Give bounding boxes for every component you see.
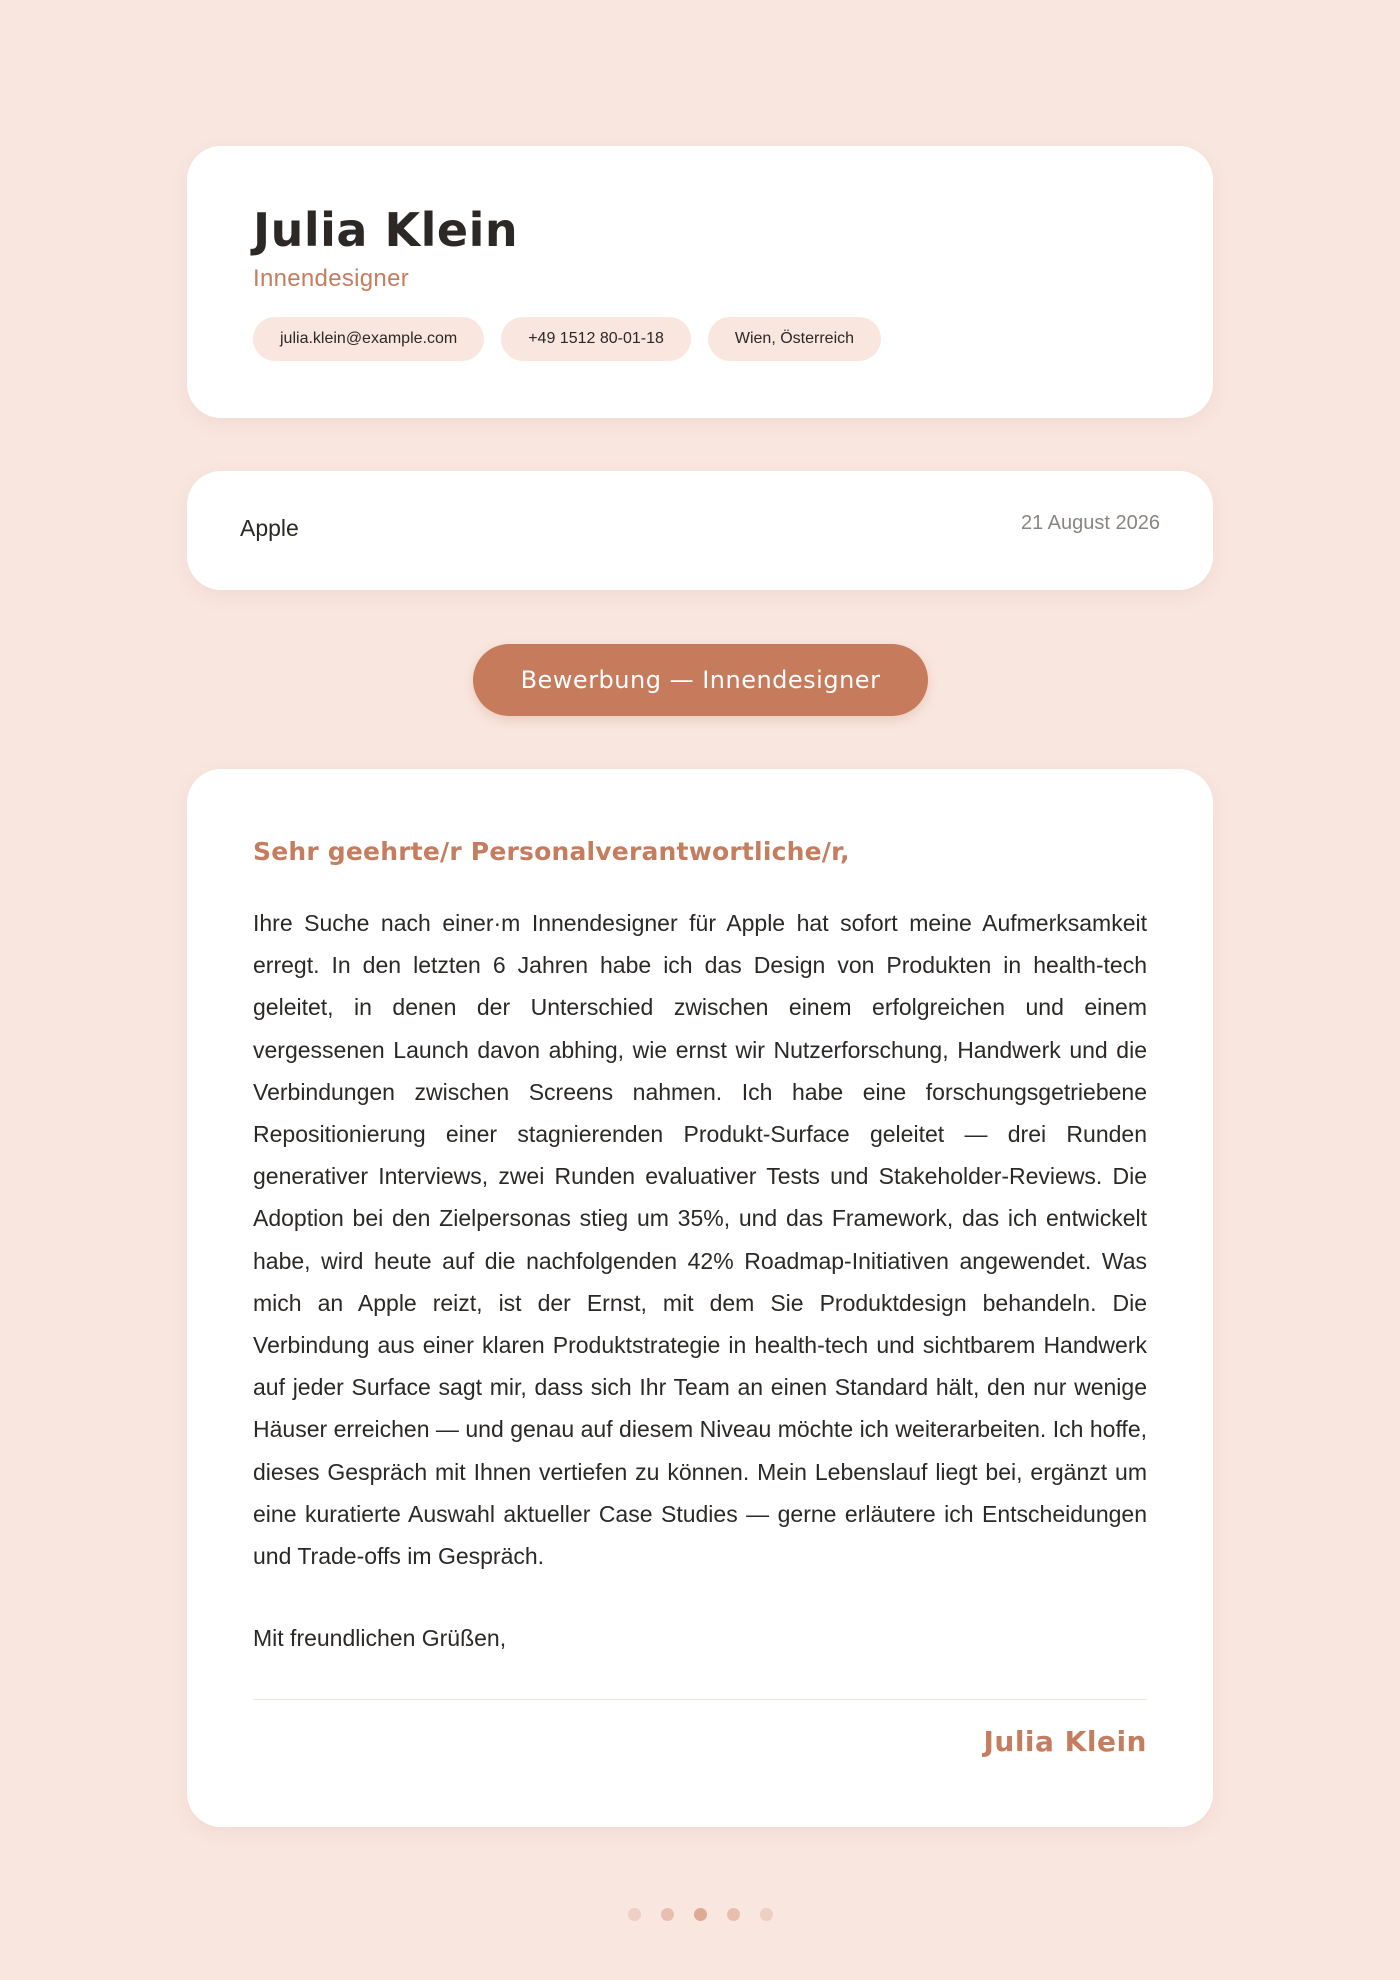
recipient-card (187, 471, 1213, 590)
letter-card (187, 769, 1213, 1827)
salutation: Sehr geehrte/r Personalverantwortliche/r, (253, 837, 850, 866)
location-chip: Wien, Österreich (708, 317, 881, 361)
closing: Mit freundlichen Grüßen, (253, 1625, 507, 1652)
contact-chips (253, 317, 1147, 361)
page-dot-5[interactable] (760, 1908, 773, 1921)
phone-chip[interactable]: +49 1512 80-01-18 (501, 317, 691, 361)
page-dot-4[interactable] (727, 1908, 740, 1921)
page-dot-2[interactable] (661, 1908, 674, 1921)
email-chip[interactable]: julia.klein@example.com (253, 317, 484, 361)
letter-date: 21 August 2026 (1020, 512, 1160, 534)
page-dot-3[interactable] (694, 1908, 707, 1921)
header-card (187, 146, 1213, 418)
applicant-name: Julia Klein (253, 203, 519, 257)
applicant-role: Innendesigner (253, 264, 410, 292)
subject-pill: Bewerbung — Innendesigner (473, 644, 928, 716)
page-dot-1[interactable] (628, 1908, 641, 1921)
signature-divider (253, 1699, 1147, 1700)
page-indicator (0, 1908, 1400, 1921)
company-name: Apple (240, 515, 299, 541)
signature: Julia Klein (983, 1725, 1147, 1758)
letter-body: Ihre Suche nach einer·m Innendesigner für Apple hat sofort meine Aufmerksamkeit erregt. In den letzten 6 Jahren habe ich das Design von Produkten in health-tech geleitet, in denen der Unterschied zwischen einem erfolgreichen und einem vergessenen Launch davon abhing, wie ernst wir Nutzerforschung, Handwerk und die Verbindungen zwischen Screens nahmen. Ich habe eine forschungsgetriebene Repositionierung einer stagnierenden Produkt-Surface geleitet — drei Runden generativer Interviews, zwei Runden evaluativer Tests und Stakeholder-Reviews. Die Adoption bei den Zielpersonas stieg um 35%, und das Framework, das ich entwickelt habe, wird heute auf die nachfolgenden 42% Roadmap-Initiativen angewendet. Was mich an Apple reizt, ist der Ernst, mit dem Sie Produktdesign behandeln. Die Verbindung aus einer klaren Produktstrategie in health-tech und sichtbarem Handwerk auf jeder Surface sagt mir, dass sich Ihr Team an einen Standard hält, den nur wenige Häuser erreichen — und genau auf diesem Niveau möchte ich weiterarbeiten. Ich hoffe, dieses Gespräch mit Ihnen vertiefen zu können. Mein Lebenslauf liegt bei, ergänzt um eine kuratierte Auswahl aktueller Case Studies — gerne erläutere ich Entscheidungen und Trade-offs im Gespräch. (253, 910, 1147, 1570)
